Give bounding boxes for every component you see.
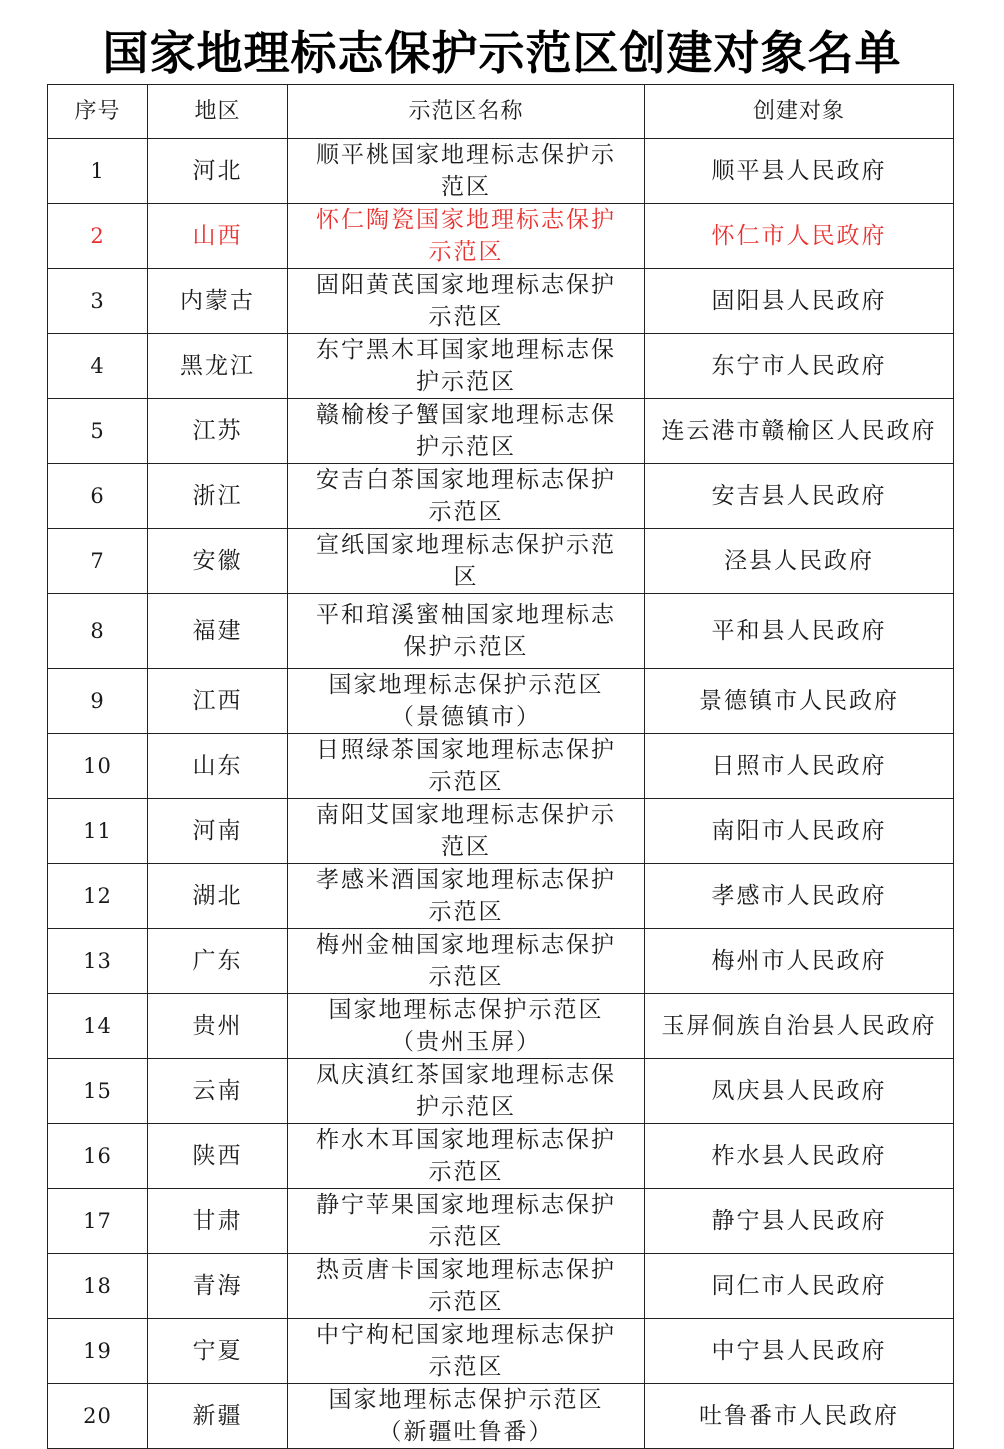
table-row — [48, 799, 954, 864]
cell-serial-number: 12 — [48, 864, 148, 929]
cell-target: 安吉县人民政府 — [645, 464, 954, 529]
cell-zone-name: 怀仁陶瓷国家地理标志保护示范区 — [288, 204, 645, 269]
cell-serial-number: 10 — [48, 734, 148, 799]
cell-region: 安徽 — [148, 529, 288, 594]
cell-region: 贵州 — [148, 994, 288, 1059]
table-row — [48, 929, 954, 994]
cell-zone-name: 东宁黑木耳国家地理标志保护示范区 — [288, 334, 645, 399]
header-zone-name: 示范区名称 — [288, 85, 645, 139]
cell-target: 连云港市赣榆区人民政府 — [645, 399, 954, 464]
header-region: 地区 — [148, 85, 288, 139]
cell-target: 柞水县人民政府 — [645, 1124, 954, 1189]
table-row — [48, 594, 954, 669]
cell-zone-name: 梅州金柚国家地理标志保护示范区 — [288, 929, 645, 994]
cell-region: 内蒙古 — [148, 269, 288, 334]
demonstration-zone-table — [47, 84, 954, 1449]
cell-serial-number: 4 — [48, 334, 148, 399]
cell-serial-number: 17 — [48, 1189, 148, 1254]
table-header-row — [48, 85, 954, 139]
cell-serial-number: 11 — [48, 799, 148, 864]
cell-zone-name: 固阳黄芪国家地理标志保护示范区 — [288, 269, 645, 334]
cell-zone-name: 南阳艾国家地理标志保护示范区 — [288, 799, 645, 864]
header-target: 创建对象 — [645, 85, 954, 139]
cell-serial-number: 19 — [48, 1319, 148, 1384]
cell-target: 吐鲁番市人民政府 — [645, 1384, 954, 1449]
cell-serial-number: 18 — [48, 1254, 148, 1319]
table-row — [48, 334, 954, 399]
cell-region: 甘肃 — [148, 1189, 288, 1254]
cell-region: 河北 — [148, 139, 288, 204]
cell-serial-number: 14 — [48, 994, 148, 1059]
cell-zone-name: 国家地理标志保护示范区（新疆吐鲁番） — [288, 1384, 645, 1449]
cell-target: 泾县人民政府 — [645, 529, 954, 594]
cell-zone-name: 中宁枸杞国家地理标志保护示范区 — [288, 1319, 645, 1384]
cell-zone-name: 静宁苹果国家地理标志保护示范区 — [288, 1189, 645, 1254]
cell-target: 凤庆县人民政府 — [645, 1059, 954, 1124]
cell-target: 怀仁市人民政府 — [645, 204, 954, 269]
cell-serial-number: 8 — [48, 594, 148, 669]
cell-zone-name: 安吉白茶国家地理标志保护示范区 — [288, 464, 645, 529]
cell-region: 宁夏 — [148, 1319, 288, 1384]
cell-region: 青海 — [148, 1254, 288, 1319]
cell-zone-name: 柞水木耳国家地理标志保护示范区 — [288, 1124, 645, 1189]
cell-target: 静宁县人民政府 — [645, 1189, 954, 1254]
cell-region: 广东 — [148, 929, 288, 994]
table-row — [48, 464, 954, 529]
cell-target: 景德镇市人民政府 — [645, 669, 954, 734]
table-row — [48, 1384, 954, 1449]
cell-zone-name: 赣榆梭子蟹国家地理标志保护示范区 — [288, 399, 645, 464]
cell-target: 日照市人民政府 — [645, 734, 954, 799]
cell-target: 顺平县人民政府 — [645, 139, 954, 204]
cell-region: 云南 — [148, 1059, 288, 1124]
cell-target: 平和县人民政府 — [645, 594, 954, 669]
page-title: 国家地理标志保护示范区创建对象名单 — [102, 26, 902, 80]
table-row — [48, 864, 954, 929]
table-row — [48, 269, 954, 334]
cell-zone-name: 平和琯溪蜜柚国家地理标志保护示范区 — [288, 594, 645, 669]
cell-serial-number: 9 — [48, 669, 148, 734]
cell-region: 陕西 — [148, 1124, 288, 1189]
cell-target: 同仁市人民政府 — [645, 1254, 954, 1319]
cell-region: 黑龙江 — [148, 334, 288, 399]
table-row — [48, 1189, 954, 1254]
cell-region: 新疆 — [148, 1384, 288, 1449]
cell-region: 山西 — [148, 204, 288, 269]
cell-serial-number: 2 — [48, 204, 148, 269]
table-row — [48, 1124, 954, 1189]
cell-serial-number: 20 — [48, 1384, 148, 1449]
cell-zone-name: 凤庆滇红茶国家地理标志保护示范区 — [288, 1059, 645, 1124]
cell-serial-number: 15 — [48, 1059, 148, 1124]
cell-region: 浙江 — [148, 464, 288, 529]
cell-region: 江苏 — [148, 399, 288, 464]
table-row — [48, 669, 954, 734]
header-serial-number: 序号 — [48, 85, 148, 139]
cell-serial-number: 13 — [48, 929, 148, 994]
table-row-highlighted — [48, 204, 954, 269]
table-row — [48, 994, 954, 1059]
cell-region: 河南 — [148, 799, 288, 864]
table-row — [48, 1254, 954, 1319]
cell-region: 福建 — [148, 594, 288, 669]
cell-target: 玉屏侗族自治县人民政府 — [645, 994, 954, 1059]
table-row — [48, 1319, 954, 1384]
table-row — [48, 139, 954, 204]
table-row — [48, 734, 954, 799]
cell-serial-number: 6 — [48, 464, 148, 529]
cell-zone-name: 热贡唐卡国家地理标志保护示范区 — [288, 1254, 645, 1319]
cell-serial-number: 5 — [48, 399, 148, 464]
cell-zone-name: 日照绿茶国家地理标志保护示范区 — [288, 734, 645, 799]
cell-target: 南阳市人民政府 — [645, 799, 954, 864]
cell-region: 湖北 — [148, 864, 288, 929]
cell-zone-name: 国家地理标志保护示范区（景德镇市） — [288, 669, 645, 734]
table-row — [48, 529, 954, 594]
cell-target: 孝感市人民政府 — [645, 864, 954, 929]
cell-serial-number: 16 — [48, 1124, 148, 1189]
cell-zone-name: 国家地理标志保护示范区（贵州玉屏） — [288, 994, 645, 1059]
cell-serial-number: 3 — [48, 269, 148, 334]
cell-zone-name: 宣纸国家地理标志保护示范区 — [288, 529, 645, 594]
cell-zone-name: 孝感米酒国家地理标志保护示范区 — [288, 864, 645, 929]
cell-target: 东宁市人民政府 — [645, 334, 954, 399]
cell-region: 江西 — [148, 669, 288, 734]
cell-zone-name: 顺平桃国家地理标志保护示范区 — [288, 139, 645, 204]
table-row — [48, 399, 954, 464]
cell-target: 中宁县人民政府 — [645, 1319, 954, 1384]
cell-region: 山东 — [148, 734, 288, 799]
cell-target: 梅州市人民政府 — [645, 929, 954, 994]
cell-target: 固阳县人民政府 — [645, 269, 954, 334]
cell-serial-number: 7 — [48, 529, 148, 594]
table-row — [48, 1059, 954, 1124]
cell-serial-number: 1 — [48, 139, 148, 204]
